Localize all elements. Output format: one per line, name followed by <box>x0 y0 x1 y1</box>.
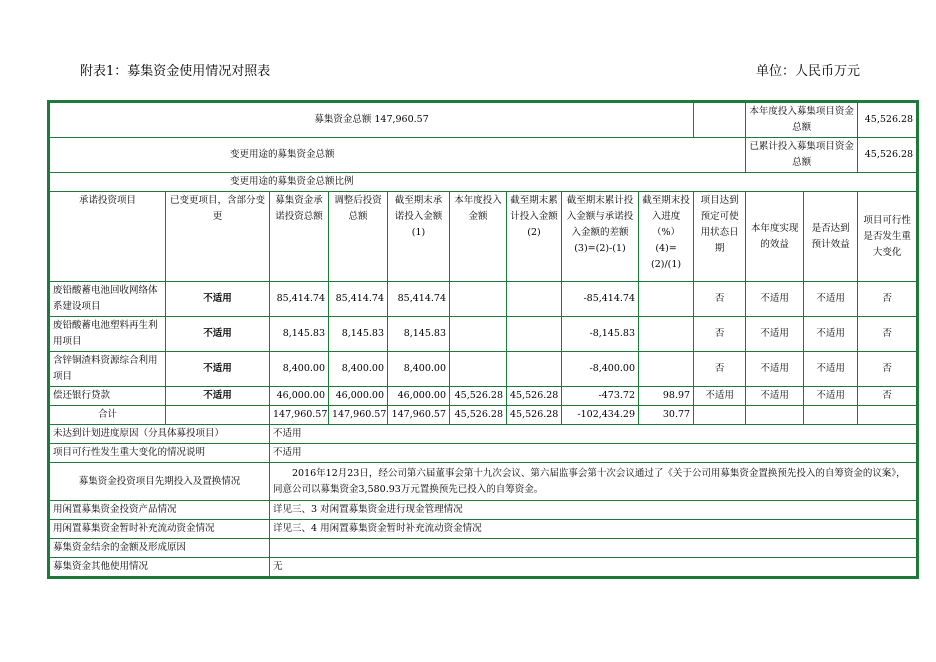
note-row: 未达到计划进度原因（分具体募投项目） 不适用 <box>50 425 917 444</box>
note-row: 用闲置募集资金投资产品情况 详见三、3 对闲置募集资金进行现金管理情况 <box>50 501 917 520</box>
header-benefit: 本年度实现的效益 <box>746 192 804 282</box>
header-feasibility: 项目可行性是否发生重大变化 <box>858 192 917 282</box>
summary-row-changed <box>50 138 917 173</box>
note-row: 募集资金结余的金额及形成原因 <box>50 539 917 558</box>
summary-row-total <box>50 103 917 138</box>
note-row: 募集资金投资项目先期投入及置换情况 2016年12月23日，经公司第六届董事会第十九次会议、第六届监事会第十次会议通过了《关于公司用募集资金置换预先投入的自筹资金的议案》，同意公司以募集资金3,580.93万元置换预先已投入的自筹资金。 <box>50 463 917 501</box>
header-expected: 是否达到预计效益 <box>804 192 858 282</box>
note-row: 用闲置募集资金暂时补充流动资金情况 详见三、4 用闲置募集资金暂时补充流动资金情况 <box>50 520 917 539</box>
table-row: 废铅酸蓄电池回收网络体系建设项目 不适用 85,414.74 85,414.74 85,414.74 -85,414.74 否 不适用 不适用 否 <box>50 282 917 317</box>
header-ready-date: 项目达到预定可使用状态日期 <box>694 192 746 282</box>
header-project: 承诺投资项目 <box>50 192 166 282</box>
fund-usage-table <box>49 102 917 577</box>
header-cum-invest: 截至期末累计投入金额(2) <box>507 192 562 282</box>
page-title: 附表1：募集资金使用情况对照表 <box>80 64 271 79</box>
header-diff: 截至期末累计投入金额与承诺投入金额的差额(3)=(2)-(1) <box>562 192 639 282</box>
header-adjusted: 调整后投资总额 <box>329 192 388 282</box>
header-year-invest: 本年度投入金额 <box>450 192 507 282</box>
cum-invest-label: 已累计投入募集项目资金总额 <box>746 138 858 173</box>
year-invest-value: 45,526.28 <box>858 103 917 138</box>
header-period-promised: 截至期末承诺投入金额(1) <box>388 192 450 282</box>
header-changed: 已变更项目，含部分变更 <box>166 192 270 282</box>
table-row: 含锌铜渣料资源综合利用项目 不适用 8,400.00 8,400.00 8,400.00 -8,400.00 否 不适用 不适用 否 <box>50 352 917 387</box>
table-row: 偿还银行贷款 不适用 46,000.00 46,000.00 46,000.00 45,526.28 45,526.28 -473.72 98.97 不适用 不适用 不适用 否 <box>50 387 917 406</box>
column-header-row <box>50 192 917 282</box>
summary-row-ratio <box>50 173 917 192</box>
year-invest-label: 本年度投入募集项目资金总额 <box>746 103 858 138</box>
changed-use-label: 变更用途的募集资金总额 <box>50 138 746 173</box>
changed-ratio-label: 变更用途的募集资金总额比例 <box>50 173 917 192</box>
header-progress: 截至期末投入进度（%）(4)=(2)/(1) <box>639 192 694 282</box>
table-row: 废铅酸蓄电池塑料再生利用项目 不适用 8,145.83 8,145.83 8,145.83 -8,145.83 否 不适用 不适用 否 <box>50 317 917 352</box>
total-row: 合计 147,960.57 147,960.57 147,960.57 45,526.28 45,526.28 -102,434.29 30.77 <box>50 406 917 425</box>
unit-label: 单位：人民币万元 <box>756 64 861 79</box>
note-row: 项目可行性发生重大变化的情况说明 不适用 <box>50 444 917 463</box>
cum-invest-value: 45,526.28 <box>858 138 917 173</box>
total-funds-cell: 募集资金总额 147,960.57 <box>50 103 694 138</box>
header-promised: 募集资金承诺投资总额 <box>270 192 329 282</box>
note-row: 募集资金其他使用情况 无 <box>50 558 917 577</box>
